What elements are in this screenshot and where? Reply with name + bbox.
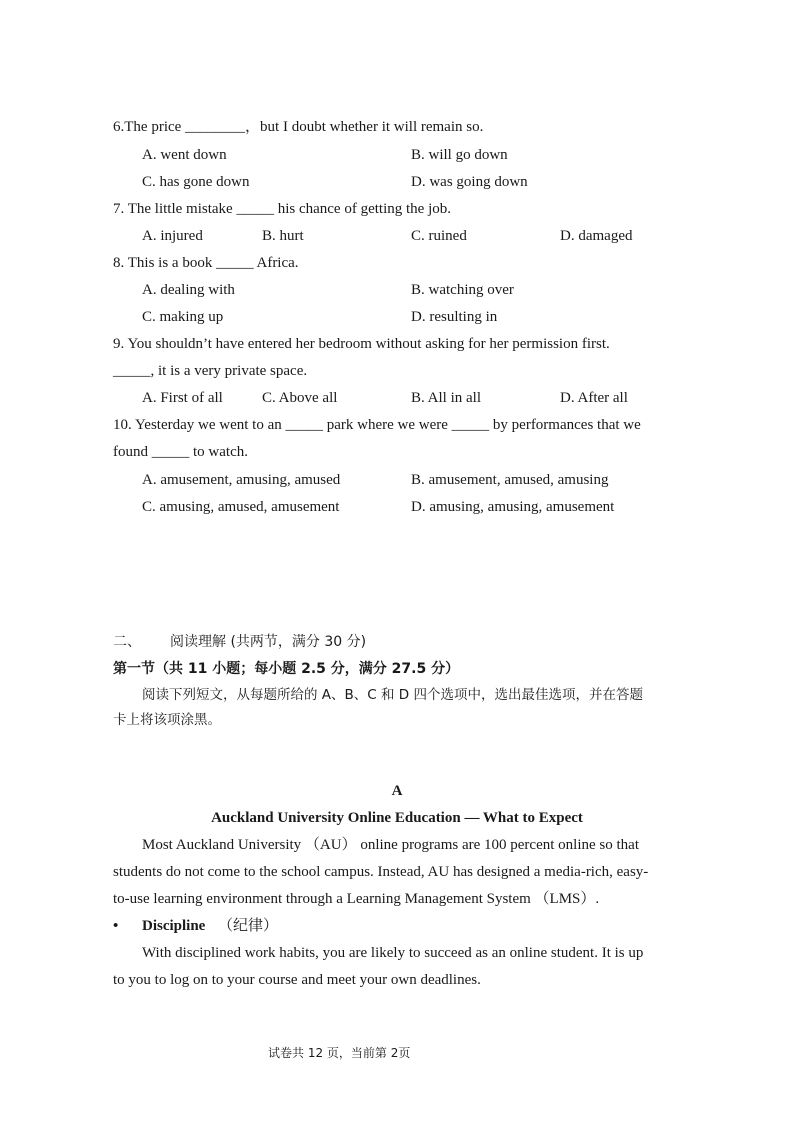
discipline-heading-cn: （纪律） (218, 918, 279, 934)
instruction-line1: 阅读下列短文，从每题所给的 A、B、C 和 D 四个选项中，选出最佳选项，并在答题 (142, 687, 643, 703)
page-footer: 试卷共 12 页，当前第 2页 (268, 1046, 411, 1060)
passage-p1-line2: students do not come to the school campus. Instead, AU has designed a media-rich, easy- (113, 864, 649, 880)
instruction-line2: 卡上将该项涂黑。 (113, 712, 221, 728)
question-10-stem-line2: found _____ to watch. (113, 444, 248, 460)
discipline-heading: Discipline (142, 918, 206, 934)
question-6-option-a: A. went down (142, 147, 227, 163)
question-10-stem-line1: 10. Yesterday we went to an _____ park where we were _____ by performances that we (113, 417, 641, 433)
passage-p1-line3: to-use learning environment through a Learning Management System （LMS）. (113, 891, 600, 907)
question-6-stem: 6.The price ________，but I doubt whether it will remain so. (113, 119, 484, 135)
question-9-stem-line2: _____, it is a very private space. (113, 363, 308, 379)
question-10-option-d: D. amusing, amusing, amusement (411, 499, 615, 515)
section-title: 阅读理解 (共两节，满分 30 分) (170, 634, 367, 650)
question-8-option-d: D. resulting in (411, 309, 498, 325)
passage-title: Auckland University Online Education — What to Expect (211, 810, 583, 826)
question-8-option-b: B. watching over (411, 282, 514, 298)
question-8-option-a: A. dealing with (142, 282, 235, 298)
question-9-stem-line1: 9. You shouldn’t have entered her bedroom without asking for her permission first. (113, 336, 610, 352)
question-9-option-c: C. Above all (262, 390, 338, 406)
question-6-option-c: C. has gone down (142, 174, 250, 190)
question-10-option-a: A. amusement, amusing, amused (142, 472, 341, 488)
question-9-option-a: A. First of all (142, 390, 223, 406)
question-8-option-c: C. making up (142, 309, 224, 325)
section-number: 二、 (113, 634, 141, 650)
question-9-option-d: D. After all (560, 390, 628, 406)
question-7-option-c: C. ruined (411, 228, 467, 244)
question-9-option-b: B. All in all (411, 390, 482, 406)
question-10-option-c: C. amusing, amused, amusement (142, 499, 340, 515)
question-7-option-b: B. hurt (262, 228, 304, 244)
question-10-option-b: B. amusement, amused, amusing (411, 472, 609, 488)
question-6-option-b: B. will go down (411, 147, 508, 163)
part-heading: 第一节（共 11 小题；每小题 2.5 分，满分 27.5 分） (113, 661, 460, 677)
question-8-stem: 8. This is a book _____ Africa. (113, 255, 299, 271)
question-7-stem: 7. The little mistake _____ his chance of getting the job. (113, 201, 451, 217)
question-6-option-d: D. was going down (411, 174, 528, 190)
question-7-option-a: A. injured (142, 228, 203, 244)
passage-p1-line1: Most Auckland University （AU） online programs are 100 percent online so that (142, 837, 639, 853)
question-7-option-d: D. damaged (560, 228, 633, 244)
bullet-icon: • (113, 918, 119, 934)
passage-p2-line1: With disciplined work habits, you are likely to succeed as an online student. It is up (142, 945, 644, 961)
passage-letter: A (391, 783, 403, 799)
passage-p2-line2: to you to log on to your course and meet your own deadlines. (113, 972, 481, 988)
